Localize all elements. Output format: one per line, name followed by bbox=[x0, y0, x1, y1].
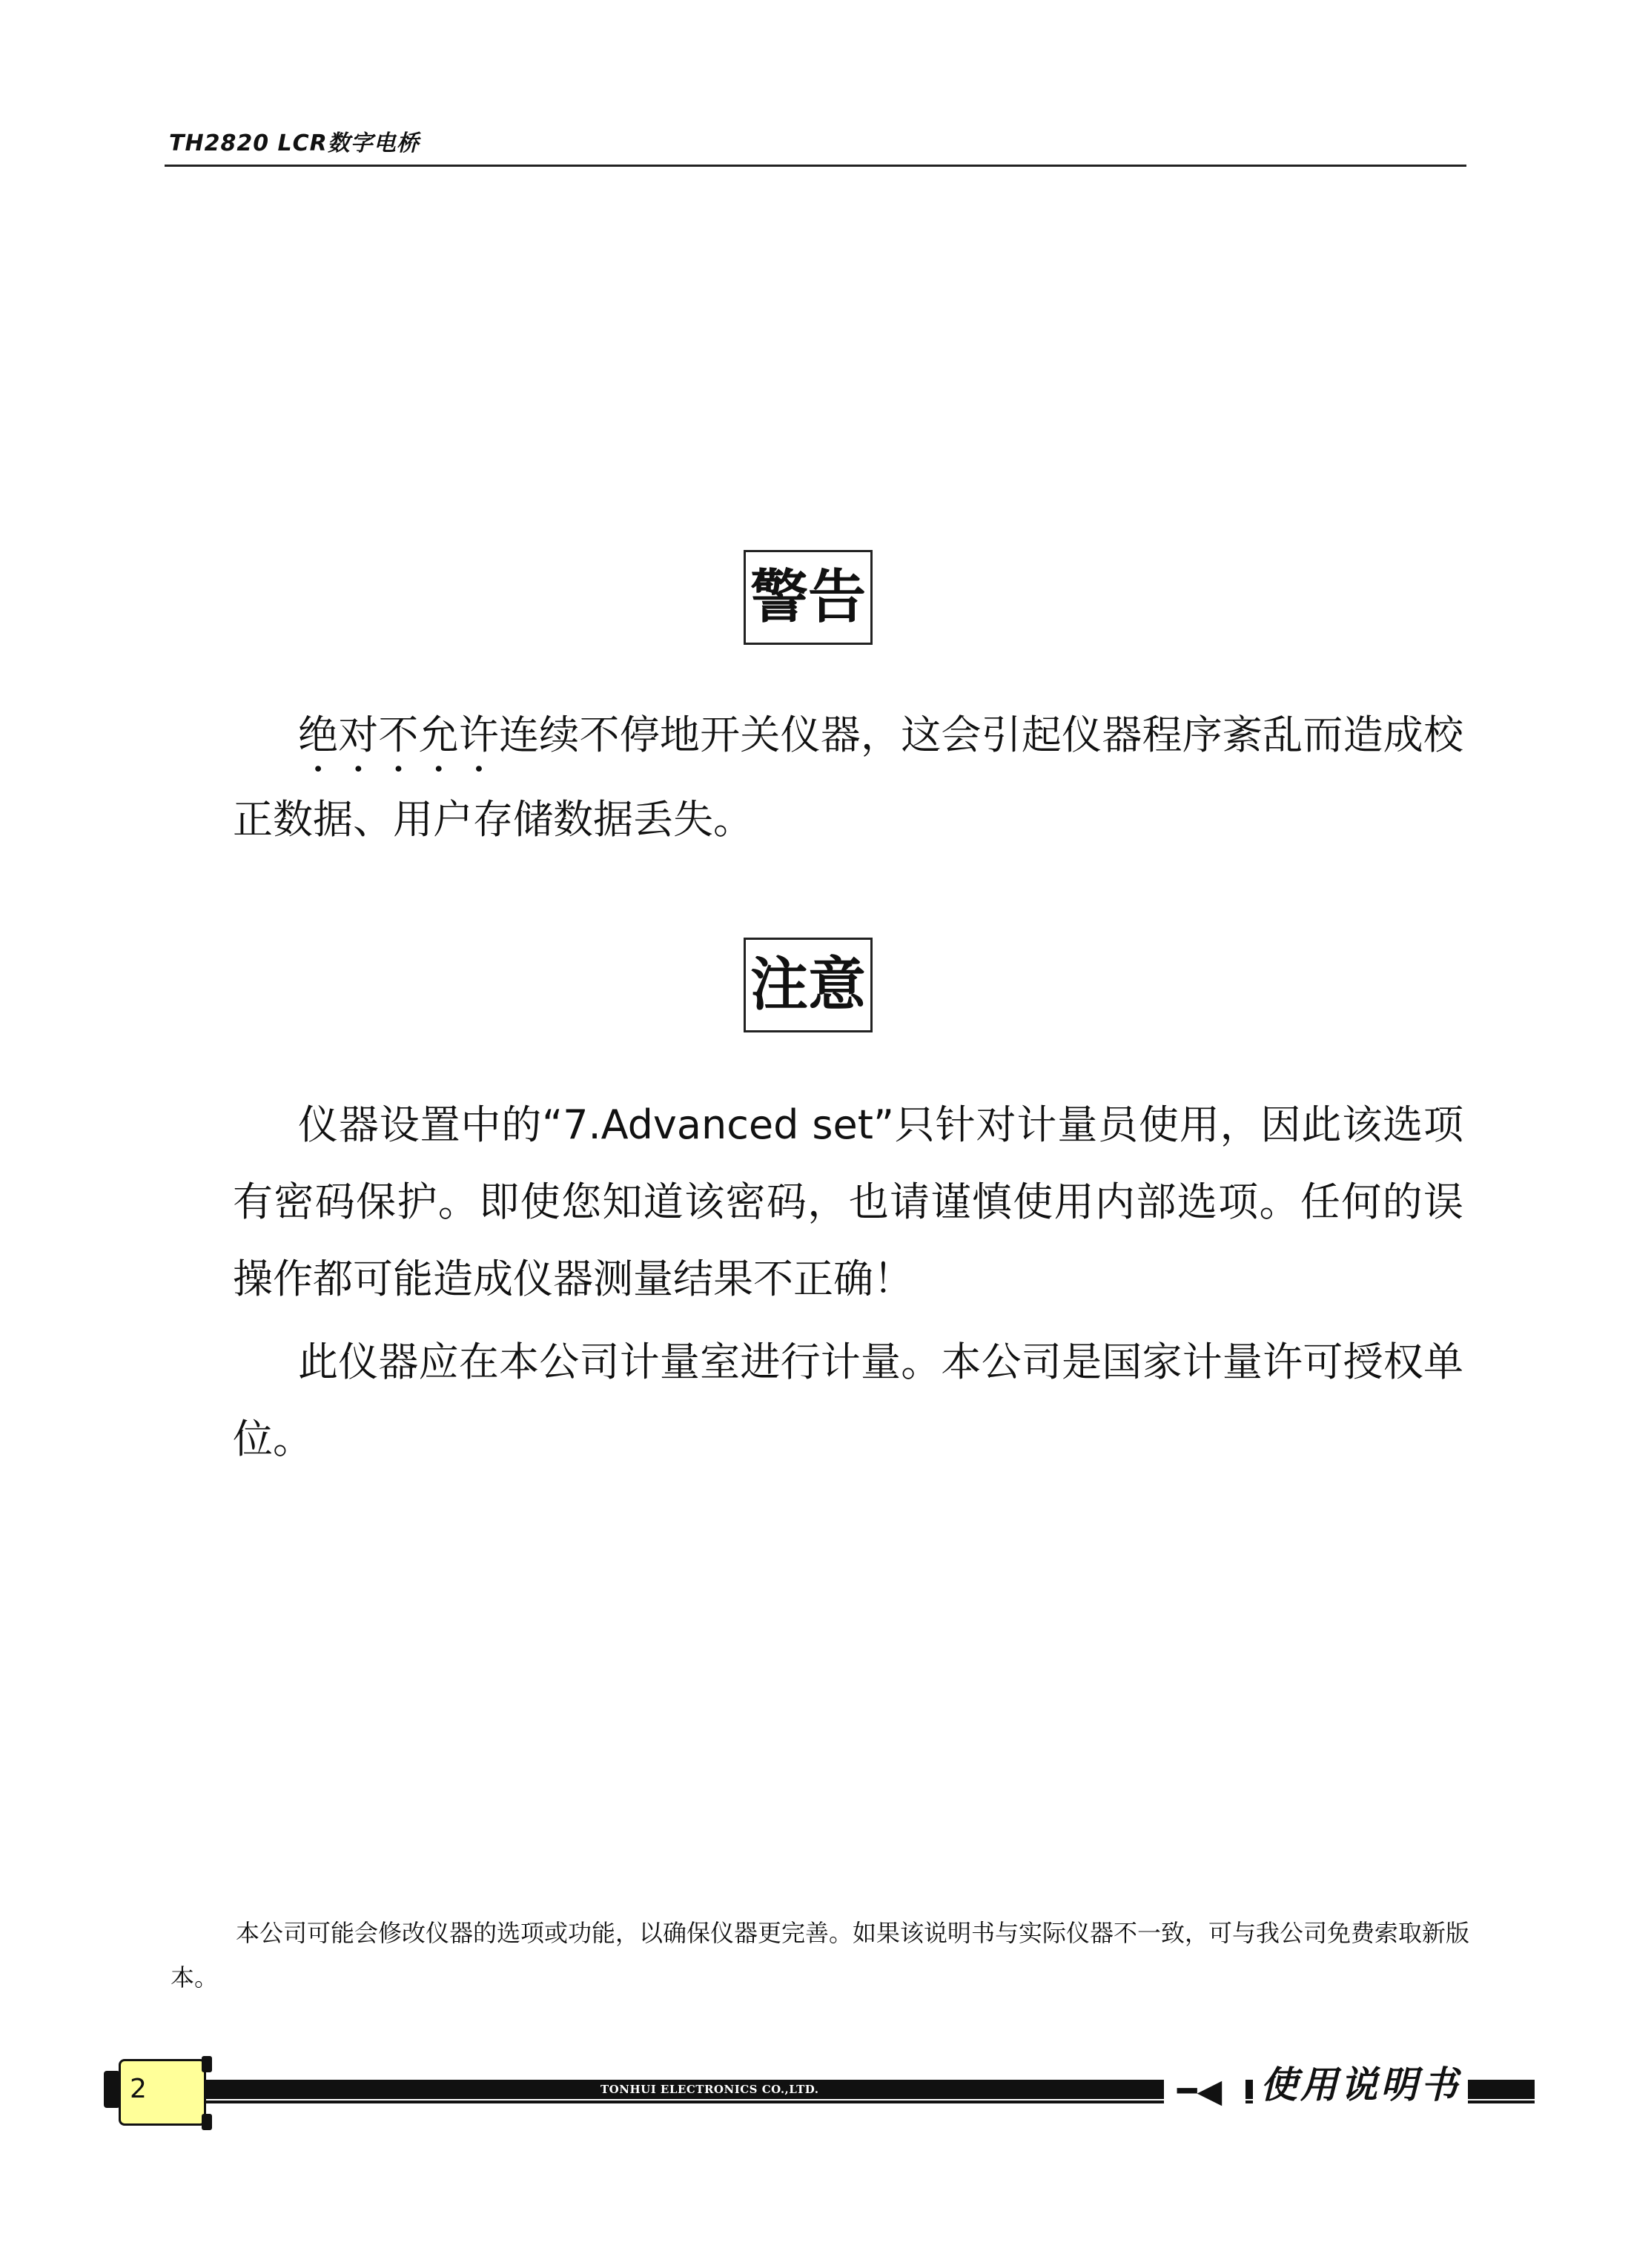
page-tab-peg-top bbox=[202, 2056, 212, 2072]
page-number-tab bbox=[119, 2059, 206, 2126]
notice-paragraph-advanced-set: 仪器设置中的“7.Advanced set”只针对计量员使用，因此该选项有密码保护。即使您知道该密码，也请谨慎使用内部选项。任何的误操作都可能造成仪器测量结果不正确！ bbox=[233, 1101, 1463, 1302]
warning-paragraph bbox=[233, 697, 1463, 858]
page-tab-peg-bottom bbox=[202, 2114, 212, 2130]
header-rule bbox=[165, 165, 1466, 167]
footer-bar-cap bbox=[104, 2071, 120, 2108]
notice-paragraph-metrology: 此仪器应在本公司计量室进行计量。本公司是国家计量许可授权单位。 bbox=[233, 1339, 1463, 1462]
company-name: TONHUI ELECTRONICS CO.,LTD. bbox=[601, 2083, 819, 2096]
notice-title: 注意 bbox=[744, 938, 873, 1032]
footer-note: 本公司可能会修改仪器的选项或功能，以确保仪器更完善。如果该说明书与实际仪器不一致，可与我公司免费索取新版本。 bbox=[171, 1919, 1470, 1992]
manual-title: 使用说明书 bbox=[1253, 2059, 1468, 2111]
footer-bar bbox=[0, 2046, 1631, 2135]
arrow-left-icon: ━◀ bbox=[1177, 2072, 1223, 2110]
page-number: 2 bbox=[130, 2074, 147, 2104]
warning-title: 警告 bbox=[744, 550, 873, 645]
running-header: TH2820 LCR数字电桥 bbox=[169, 130, 420, 156]
warning-body: 连续不停地开关仪器，这会引起仪器程序紊乱而造成校正数据、用户存储数据丢失。 bbox=[233, 712, 1464, 843]
warning-emphasis: 绝对不允许 bbox=[298, 712, 500, 758]
